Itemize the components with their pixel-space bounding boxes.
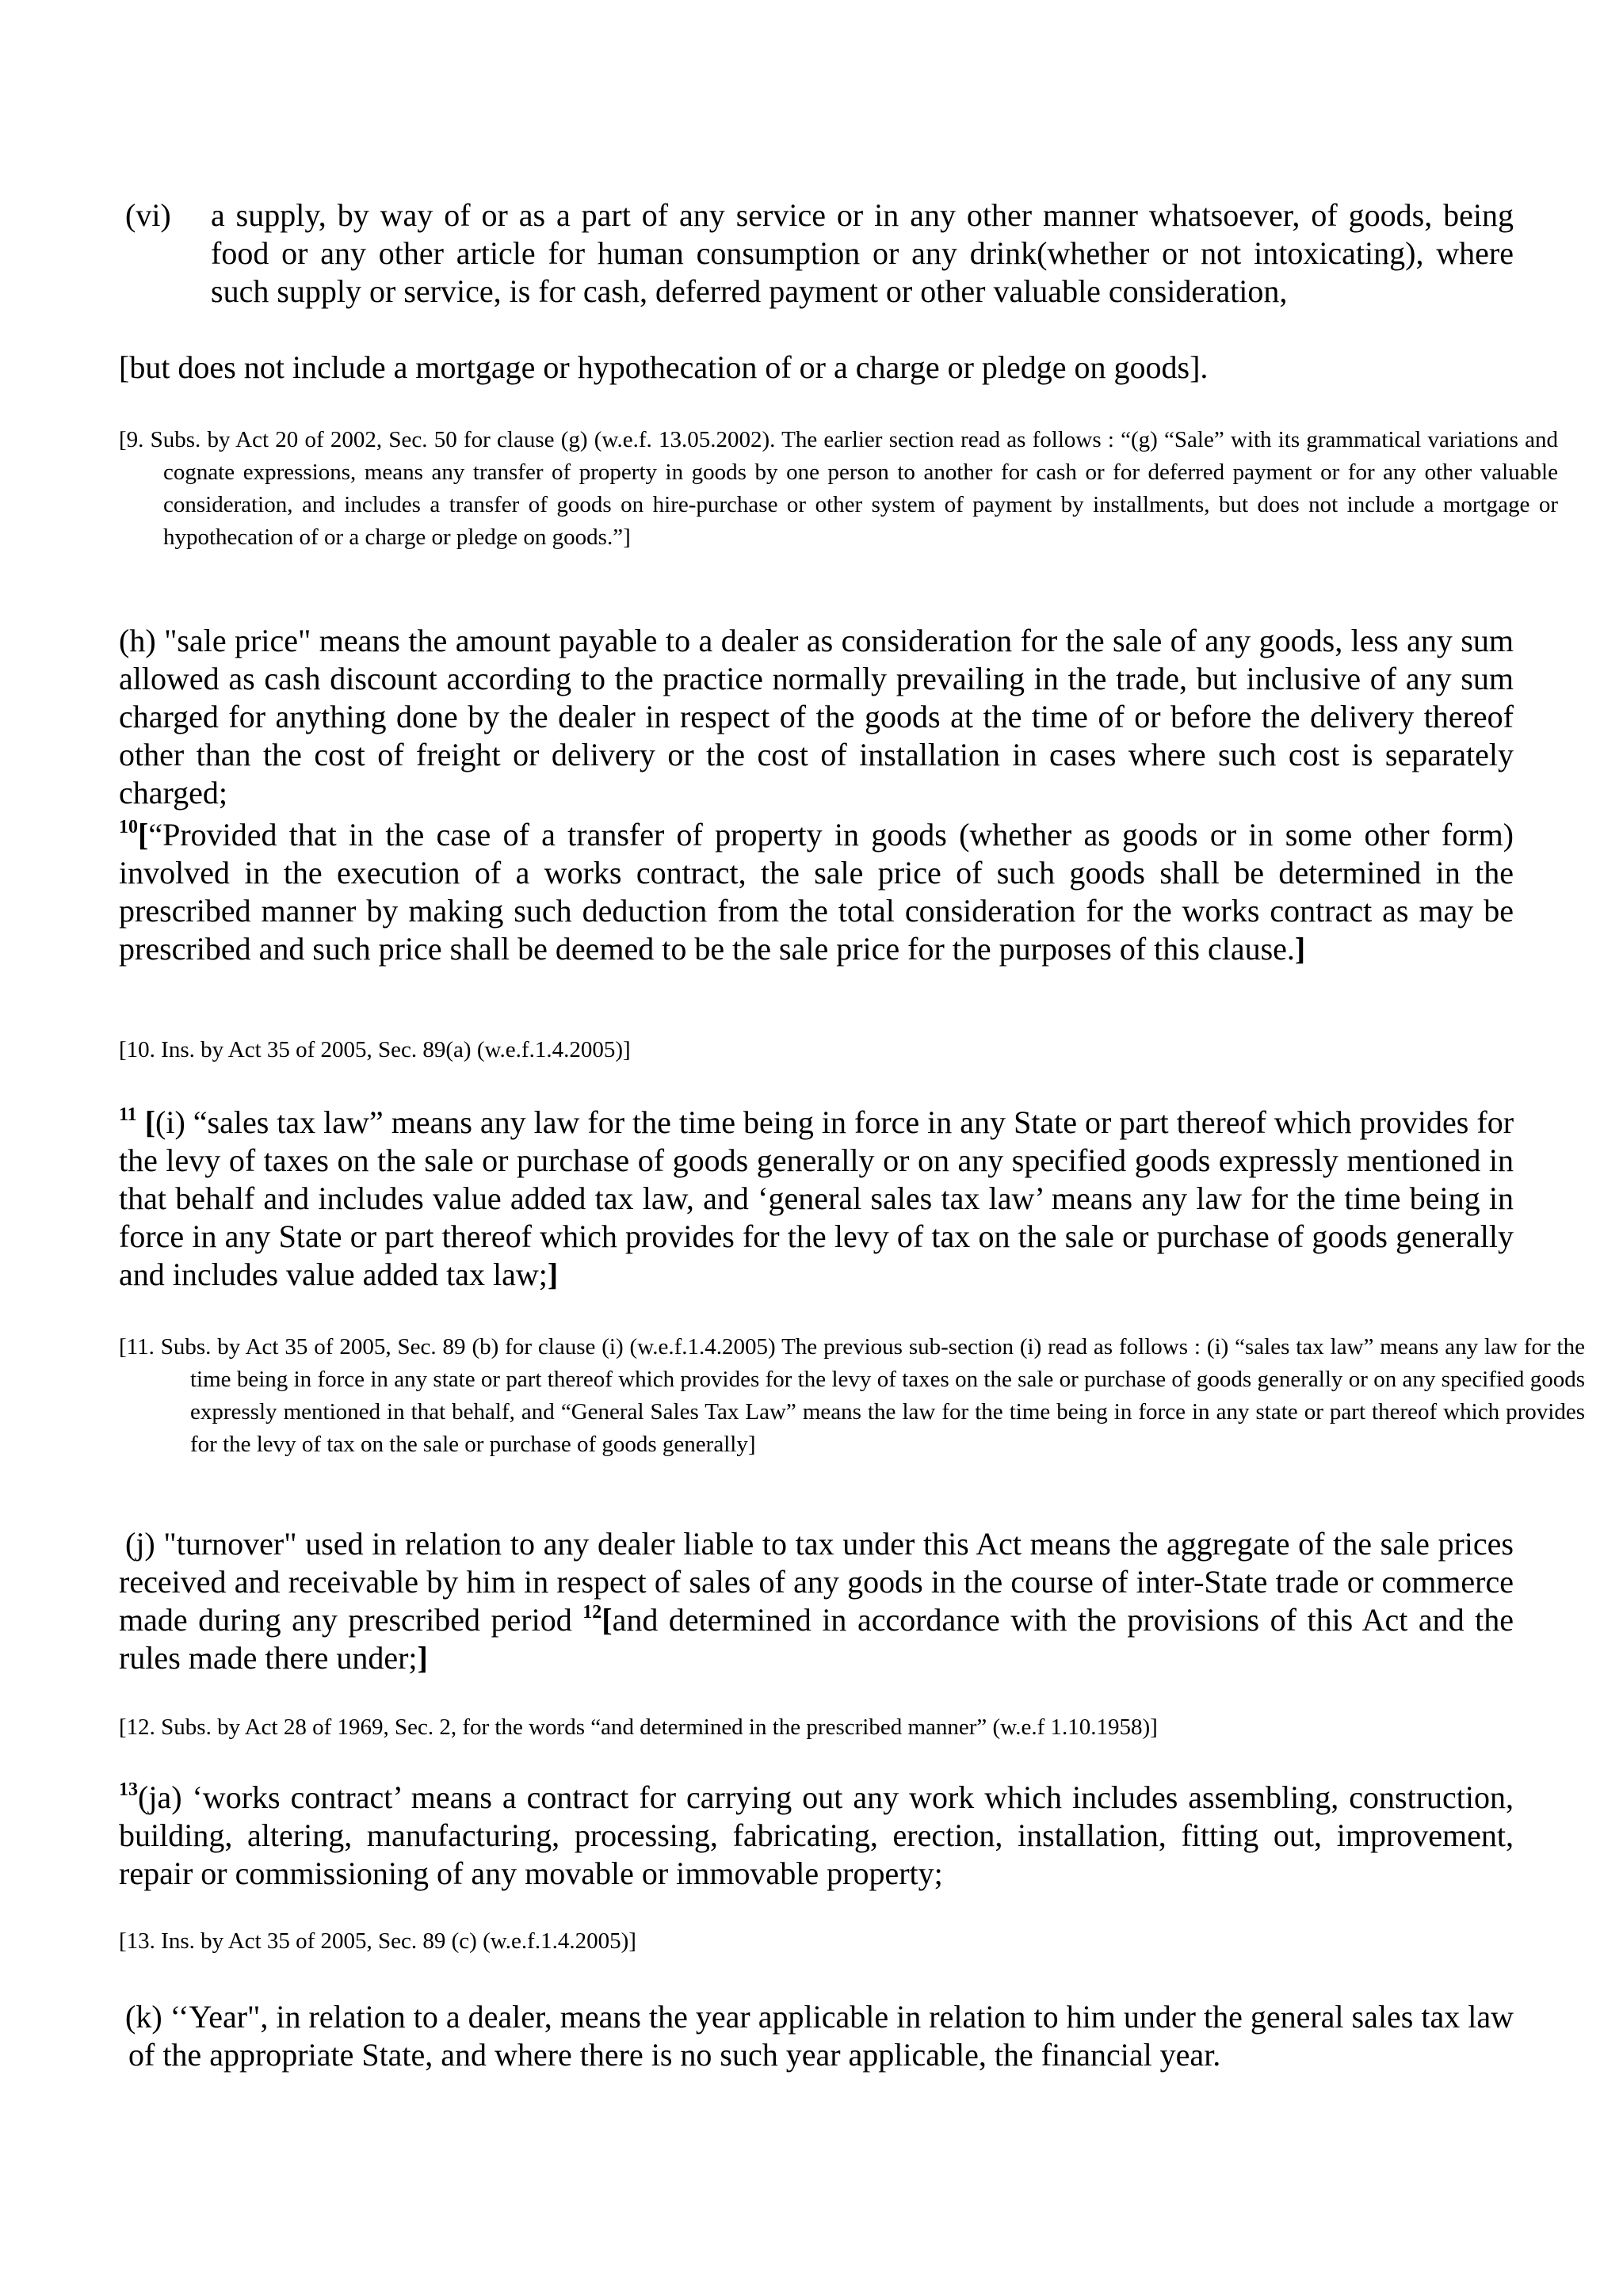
open-bracket: [ (601, 1602, 613, 1638)
footnote-marker-12: 12 (582, 1602, 602, 1623)
footnote-marker-13: 13 (119, 1779, 138, 1800)
open-bracket: [ (138, 817, 149, 852)
close-bracket: ] (547, 1257, 559, 1292)
clause-j-text-after: and determined in accordance with the provisions of this Act and the rules made there under; (119, 1602, 1514, 1676)
footnote-10: [10. Ins. by Act 35 of 2005, Sec. 89(a) (w.e.f.1.4.2005)] (119, 1037, 631, 1062)
clause-h: (h) "sale price" means the amount payable to a dealer as consideration for the sale of any goods, less any sum allowed as cash discount according to the practice normally prevailing in the trade, but inclusive of any sum charged for anything done by the dealer in respect of the goods at the time of or before the delivery thereof other than the cost of freight or delivery or the cost of installation in cases where such cost is separately charged; (119, 623, 1514, 810)
clause-i (119, 1104, 1514, 1294)
exclusion-text: [but does not include a mortgage or hypothecation of or a charge or pledge on goods]. (119, 349, 1209, 385)
footnote-marker-10: 10 (119, 817, 138, 837)
proviso-clause-h (119, 816, 1514, 968)
clause-ja-text: (ja) ‘works contract’ means a contract for carrying out any work which includes assembling, construction, building, altering, manufacturing, processing, fabricating, erection, installation, fitting out, improvement, repair or commissioning of any movable or immovable property; (119, 1779, 1514, 1891)
clause-vi (119, 196, 1514, 311)
clause-k: (k) ‘‘Year", in relation to a dealer, means the year applicable in relation to him under the general sales tax law of the appropriate State, and where there is no such year applicable, the financial year. (125, 1999, 1514, 2073)
clause-j-text-before: (j) "turnover" used in relation to any dealer liable to tax under this Act means the aggregate of the sale prices received and receivable by him in respect of sales of any goods in the course of inter-State trade or commerce made during any prescribed period (119, 1526, 1514, 1638)
clause-vi-text: a supply, by way of or as a part of any service or in any other manner whatsoever, of goods, being food or any other article for human consumption or any drink(whether or not intoxicating), where such supply or service, is for cash, deferred payment or other valuable consideration, (211, 197, 1514, 309)
clause-ja (119, 1779, 1514, 1893)
footnote-9: [9. Subs. by Act 20 of 2002, Sec. 50 for clause (g) (w.e.f. 13.05.2002). The earlier section read as follows : “(g) “Sale” with its grammatical variations and cognate expressions, means any transfer of property in goods by one person to another for cash or for deferred payment or for any other valuable consideration, and includes a transfer of goods on hire-purchase or other system of payment by installments, but does not include a mortgage or hypothecation of or a charge or pledge on goods.”] (119, 427, 1558, 550)
clause-i-text: (i) “sales tax law” means any law for the time being in force in any State or part thereof which provides for the levy of taxes on the sale or purchase of goods generally or on any specified goods expressly mentioned in that behalf and includes value added tax law, and ‘general sales tax law’ means any law for the time being in force in any State or part thereof which provides for the levy of tax on the sale or purchase of goods generally and includes value added tax law; (119, 1104, 1514, 1292)
footnote-13: [13. Ins. by Act 35 of 2005, Sec. 89 (c) (w.e.f.1.4.2005)] (119, 1928, 636, 1954)
proviso-text: “Provided that in the case of a transfer of property in goods (whether as goods or in some other form) involved in the execution of a works contract, the sale price of such goods shall be determined in the prescribed manner by making such deduction from the total consideration for the works contract as may be prescribed and such price shall be deemed to be the sale price for the purposes of this clause. (119, 817, 1514, 967)
footnote-12: [12. Subs. by Act 28 of 1969, Sec. 2, for the words “and determined in the prescribed manner” (w.e.f 1.10.1958)] (119, 1714, 1158, 1740)
footnote-11: [11. Subs. by Act 35 of 2005, Sec. 89 (b) for clause (i) (w.e.f.1.4.2005) The previous sub-section (i) read as follows : (i) “sales tax law” means any law for the time being in force in any state or part thereof which provides for the levy of taxes on the sale or purchase of goods generally or on any specified goods expressly mentioned in that behalf, and “General Sales Tax Law” means the law for the time being in force in any state or part thereof which provides for the levy of tax on the sale or purchase of goods generally] (119, 1334, 1585, 1457)
footnote-marker-11: 11 (119, 1104, 137, 1125)
open-bracket: [ (144, 1104, 156, 1140)
clause-vi-number: (vi) (125, 197, 171, 233)
close-bracket: ] (1294, 931, 1306, 967)
clause-j (119, 1525, 1514, 1677)
close-bracket: ] (417, 1640, 428, 1676)
